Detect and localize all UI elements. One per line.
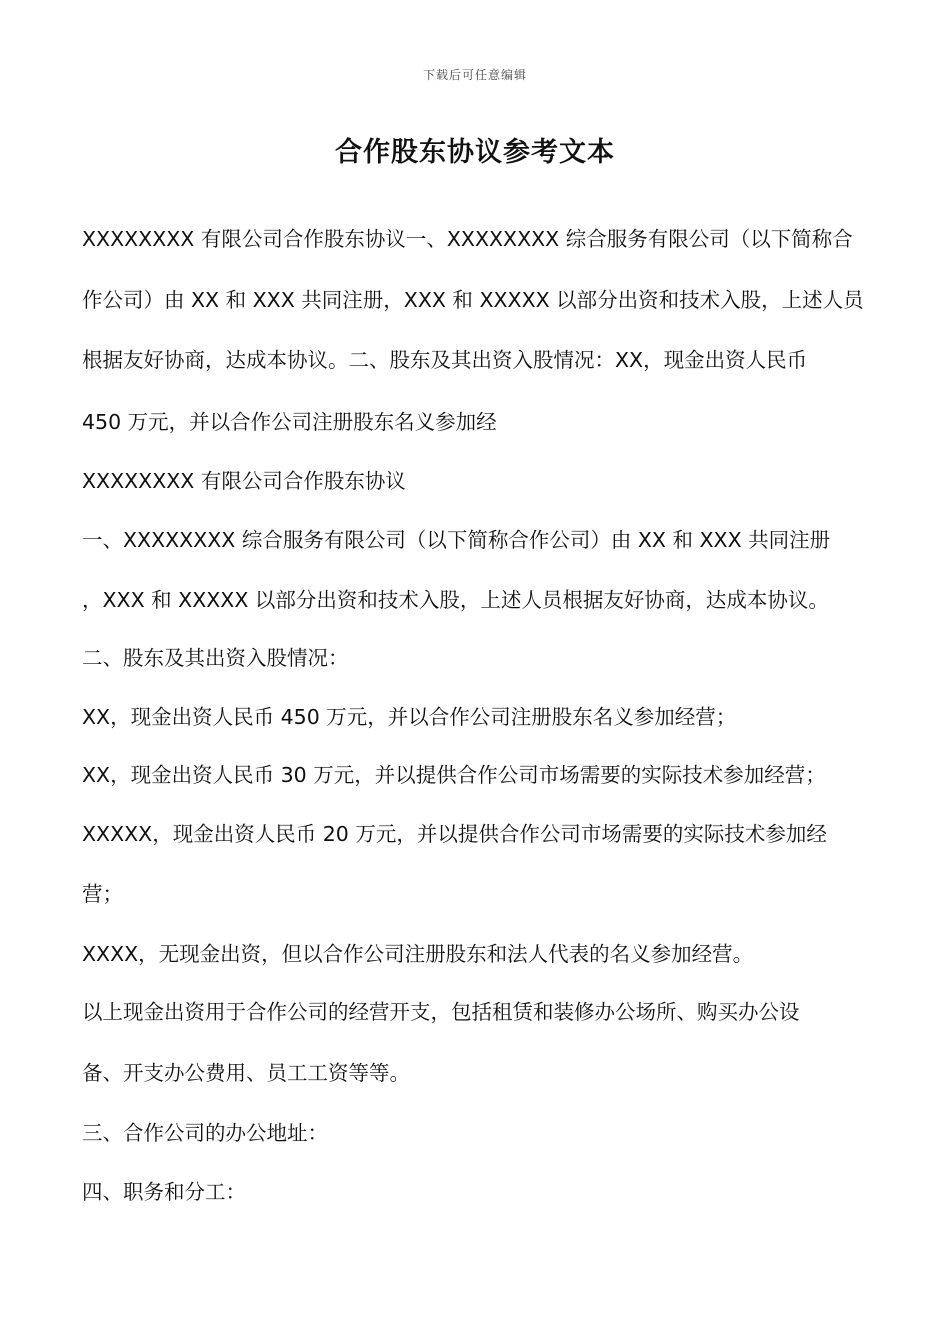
paragraph-line: XXXXXXXX 有限公司合作股东协议 [82,469,406,493]
paragraph-line: ，XXX 和 XXXXX 以部分出资和技术入股，上述人员根据友好协商，达成本协议。 [82,588,829,612]
paragraph-line: 备、开支办公费用、员工工资等等。 [82,1061,410,1085]
paragraph-line: XXXX，无现金出资，但以合作公司注册股东和法人代表的名义参加经营。 [82,942,754,966]
paragraph-line: 作公司）由 XX 和 XXX 共同注册，XXX 和 XXXXX 以部分出资和技术入股，上述人员 [82,288,864,312]
paragraph-line: 四、职务和分工： [82,1180,246,1204]
paragraph-line: 根据友好协商，达成本协议。二、股东及其出资入股情况：XX，现金出资人民币 [82,348,808,372]
header-note: 下载后可任意编辑 [422,68,527,82]
paragraph-line: 450 万元，并以合作公司注册股东名义参加经 [82,410,497,434]
paragraph-line: XX，现金出资人民币 30 万元，并以提供合作公司市场需要的实际技术参加经营； [82,763,826,787]
paragraph-line: XX，现金出资人民币 450 万元，并以合作公司注册股东名义参加经营； [82,705,737,729]
paragraph-line: 一、XXXXXXXX 综合服务有限公司（以下简称合作公司）由 XX 和 XXX 共同注册 [82,528,831,552]
paragraph-line: 营； [82,882,123,906]
paragraph-line: XXXXX，现金出资人民币 20 万元，并以提供合作公司市场需要的实际技术参加经 [82,822,827,846]
paragraph-line: 二、股东及其出资入股情况： [82,646,349,670]
document-title: 合作股东协议参考文本 [335,137,615,168]
paragraph-line: 三、合作公司的办公地址： [82,1121,328,1145]
paragraph-line: 以上现金出资用于合作公司的经营开支，包括租赁和装修办公场所、购买办公设 [82,1000,800,1024]
paragraph-line: XXXXXXXX 有限公司合作股东协议一、XXXXXXXX 综合服务有限公司（以下简称合 [82,227,853,251]
